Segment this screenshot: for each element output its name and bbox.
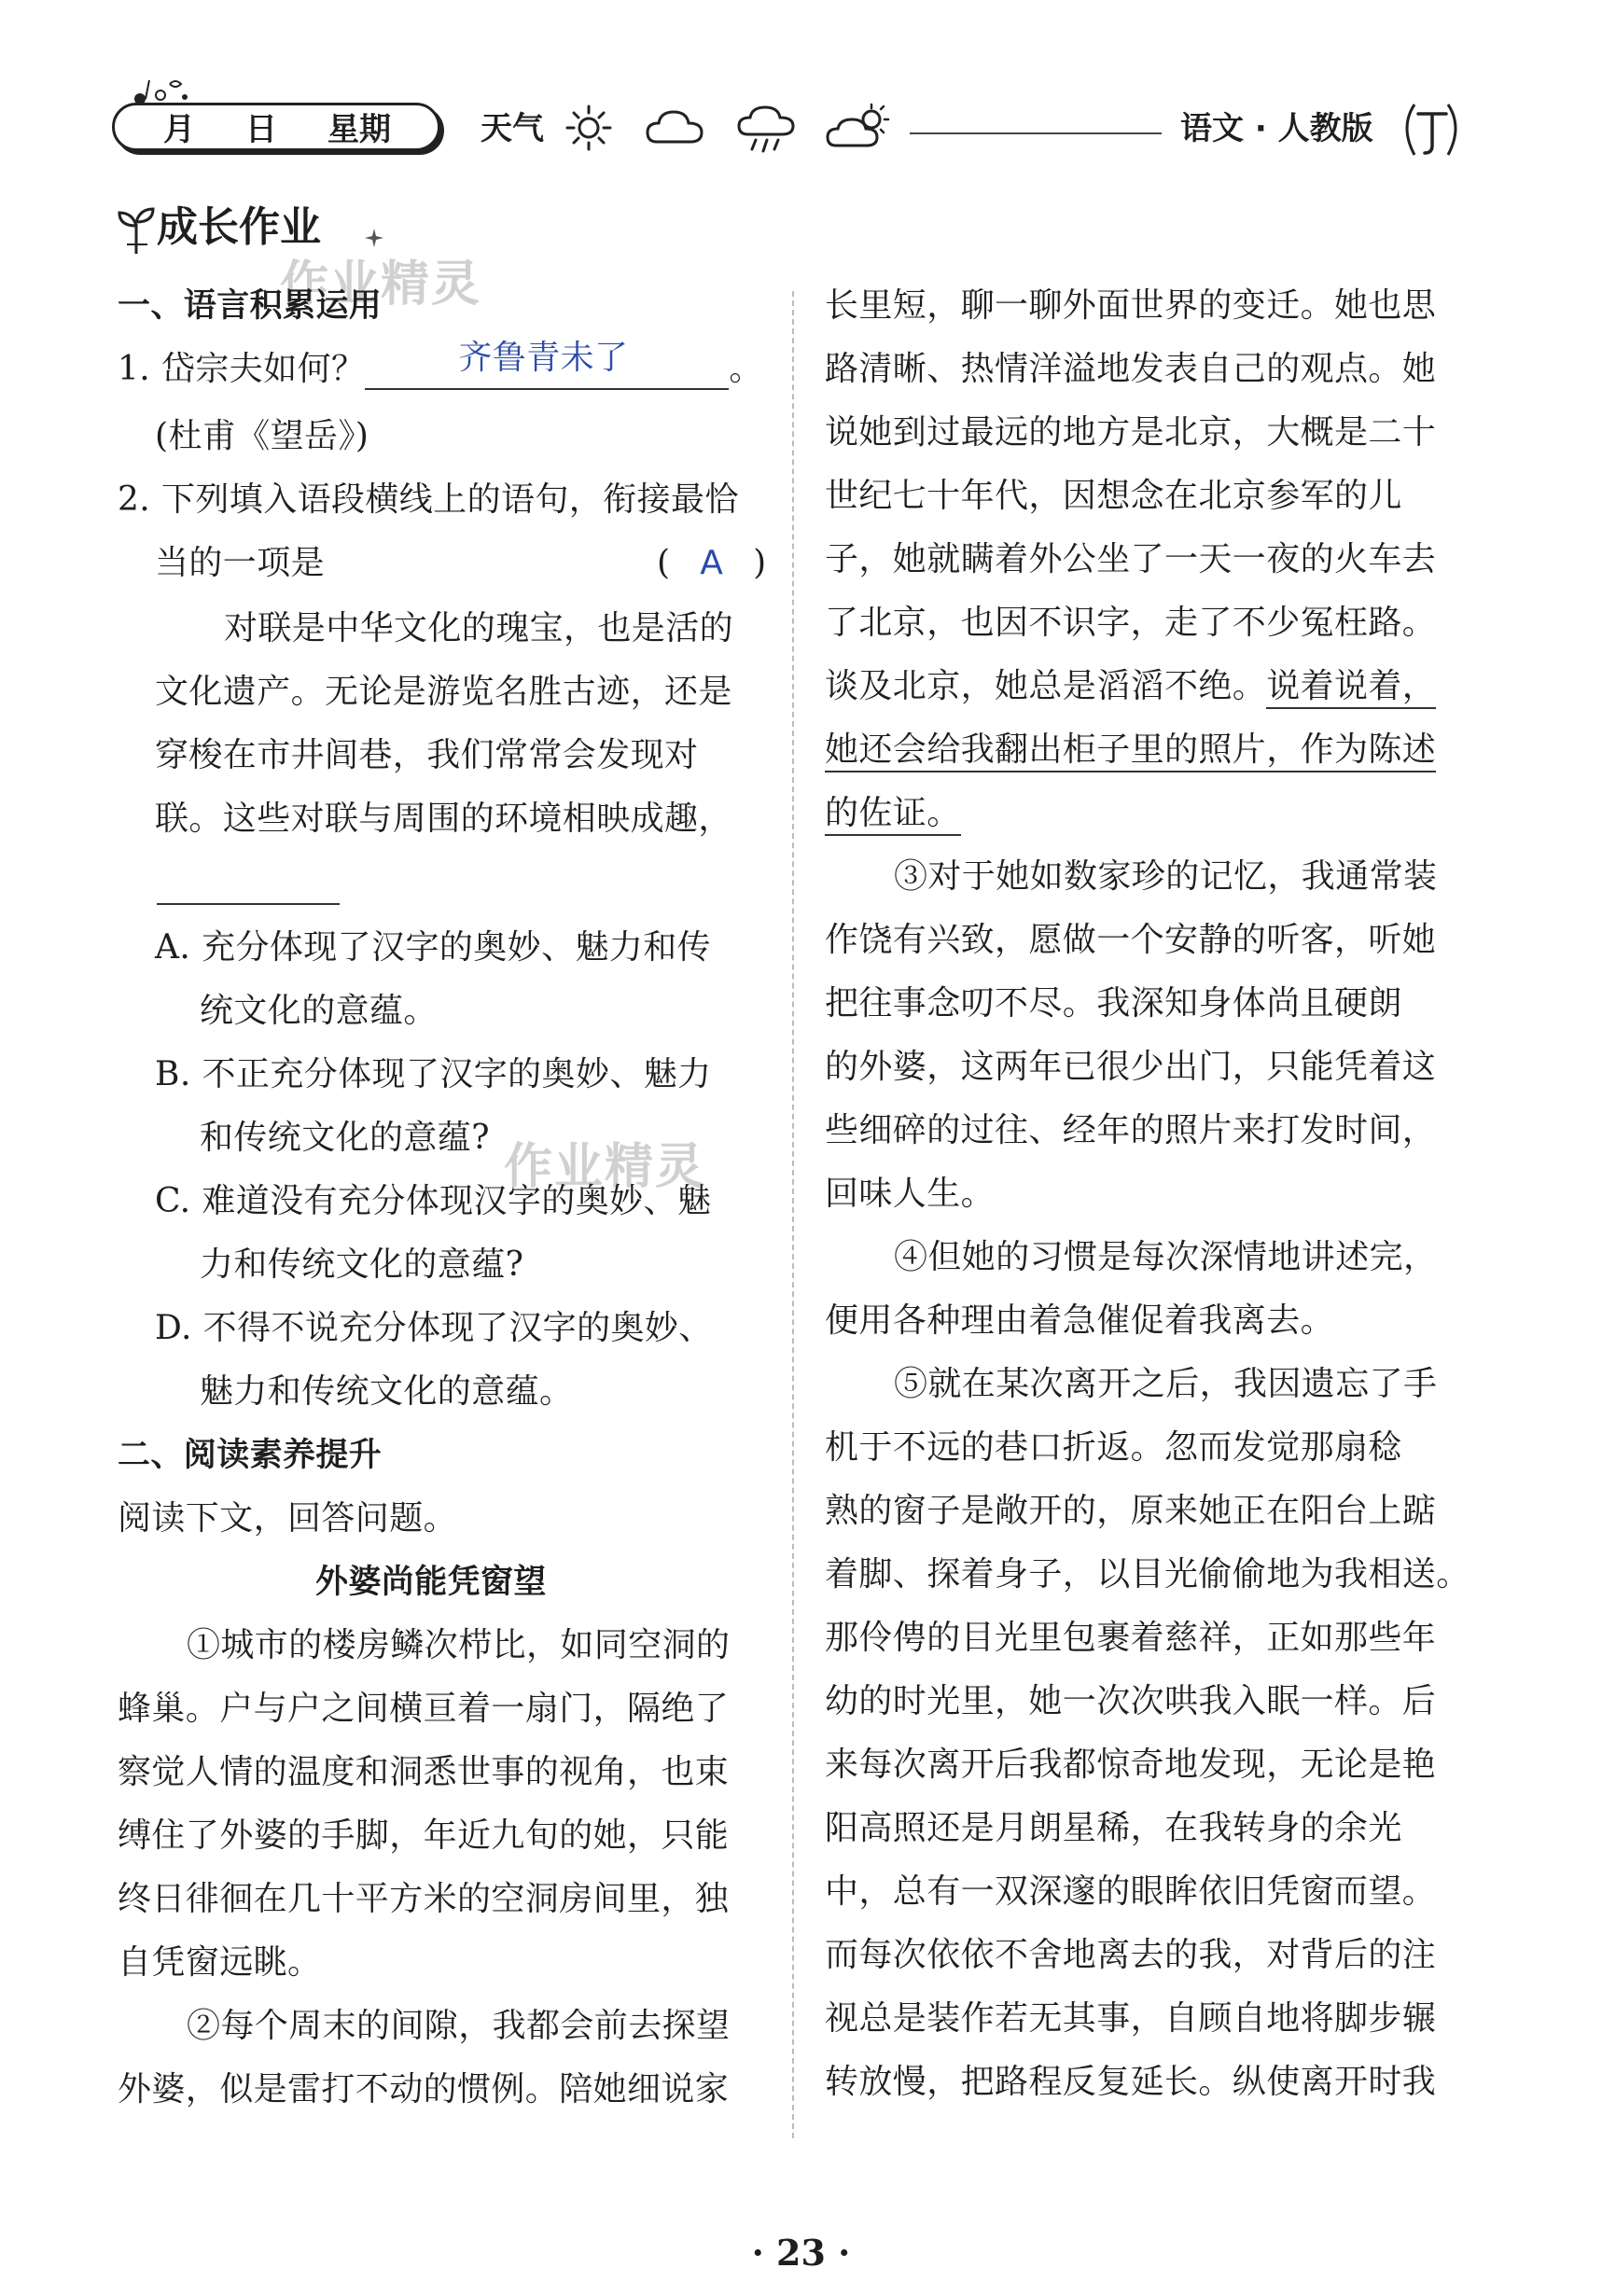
plain-text: 谈及北京，她总是滔滔不绝。 <box>825 667 1267 705</box>
reading-instruction: 阅读下文，回答问题。 <box>118 1499 458 1538</box>
article-line: 的外婆，这两年已很少出门，只能凭着这 <box>825 1048 1437 1086</box>
article-line: 缚住了外婆的手脚，年近九旬的她，只能 <box>118 1816 730 1855</box>
q1-source: (杜甫《望岳》) <box>155 417 369 455</box>
underlined-text: 的佐证。 <box>825 794 961 836</box>
partly-cloudy-icon <box>825 101 896 155</box>
weekday-label: 星期 <box>327 111 391 148</box>
section-title: 成长作业 <box>157 203 321 251</box>
part1-heading: 一、语言积累运用 <box>118 287 383 325</box>
article-line-mixed <box>825 666 1436 707</box>
article-line: 说她到过最远的地方是北京，大概是二十 <box>825 413 1437 452</box>
q1-answer: 齐鲁青未了 <box>458 339 629 377</box>
subject-label: 语文 · 人教版 <box>1180 110 1373 147</box>
article-line: 察觉人情的温度和洞悉世事的视角，也束 <box>118 1753 730 1791</box>
q2-passage-line: 联。这些对联与周围的环境相映成趣， <box>155 800 732 838</box>
header-rule <box>910 132 1162 134</box>
article-line: 些细碎的过往、经年的照片来打发时间， <box>825 1111 1437 1149</box>
article-line: 了北京，也因不识字，走了不少冤枉路。 <box>825 604 1437 642</box>
watermark: 作业精灵 <box>504 1139 706 1195</box>
q2-passage-blank <box>157 903 340 905</box>
q2-option-b: B. 不正充分体现了汉字的奥妙、魅力 <box>155 1055 712 1093</box>
article-line: 中，总有一双深邃的眼眸依旧凭窗而望。 <box>825 1872 1437 1911</box>
q2-answer-bracket[interactable] <box>657 543 767 584</box>
day-label: 日 <box>245 111 277 148</box>
article-line: 终日徘徊在几十平方米的空洞房间里，独 <box>118 1880 730 1918</box>
article-line: ④但她的习惯是每次深情地讲述完， <box>894 1238 1438 1276</box>
q2-option-a-cont: 统文化的意蕴。 <box>200 992 438 1030</box>
article-line: 作饶有兴致，愿做一个安静的听客，听她 <box>825 921 1437 959</box>
q2-stem-line1: 2. 下列填入语段横线上的语句，衔接最恰 <box>118 480 739 519</box>
article-line: 幼的时光里，她一次次哄我入眠一样。后 <box>825 1682 1437 1720</box>
article-line: 把往事念叨不尽。我深知身体尚且硬朗 <box>825 984 1402 1023</box>
article-line: ③对于她如数家珍的记忆，我通常装 <box>894 857 1438 896</box>
part2-heading: 二、阅读素养提升 <box>118 1437 383 1474</box>
q2-stem-line2: 当的一项是 <box>155 544 326 582</box>
q2-passage-line: 文化遗产。无论是游览名胜古迹，还是 <box>155 673 732 711</box>
watermark: 作业精灵 <box>280 257 482 313</box>
q1-prefix: 1. 岱宗夫如何？ <box>118 350 366 388</box>
bracket-open: ( <box>657 544 671 582</box>
article-line: 那伶俜的目光里包裹着慈祥，正如那些年 <box>825 1619 1437 1657</box>
article-line: 而每次依依不舍地离去的我，对背后的注 <box>825 1936 1437 1974</box>
q2-passage-line: 对联是中华文化的瑰宝，也是活的 <box>224 609 734 647</box>
bracket-close: ) <box>753 544 767 582</box>
article-title: 外婆尚能凭窗望 <box>315 1564 547 1601</box>
q2-option-a: A. 充分体现了汉字的奥妙、魅力和传 <box>155 928 712 967</box>
underlined-sentence <box>825 730 1436 771</box>
underlined-sentence <box>825 793 961 834</box>
article-line: 熟的窗子是敞开的，原来她正在阳台上踮 <box>825 1492 1437 1530</box>
article-line: 转放慢，把路程反复延长。纵使离开时我 <box>825 2063 1437 2101</box>
article-line: 长里短，聊一聊外面世界的变迁。她也思 <box>825 286 1437 325</box>
article-line: 来每次离开后我都惊奇地发现，无论是艳 <box>825 1746 1437 1784</box>
weather-label: 天气 <box>481 110 544 147</box>
page-number: · 23 · <box>751 2232 851 2274</box>
article-line: 阳高照还是月朗星稀，在我转身的余光 <box>825 1809 1402 1847</box>
article-line: 便用各种理由着急催促着我离去。 <box>825 1301 1335 1340</box>
article-line: 蜂巢。户与户之间横亘着一扇门，隔绝了 <box>118 1690 730 1728</box>
article-line: ①城市的楼房鳞次栉比，如同空洞的 <box>187 1626 731 1664</box>
article-line: 世纪七十年代，因想念在北京参军的儿 <box>825 477 1402 515</box>
month-label: 月 <box>163 111 195 148</box>
rain-icon <box>735 101 801 155</box>
brand-logo <box>1398 97 1465 162</box>
article-line: 视总是装作若无其事，自顾自地将脚步辗 <box>825 1999 1437 2038</box>
q2-option-d-cont: 魅力和传统文化的意蕴。 <box>200 1372 574 1411</box>
q2-option-b-cont: 和传统文化的意蕴? <box>200 1119 490 1157</box>
underlined-text: 她还会给我翻出柜子里的照片，作为陈述 <box>825 731 1436 772</box>
column-divider <box>792 291 794 2138</box>
q2-option-d: D. 不得不说充分体现了汉字的奥妙、 <box>155 1309 713 1347</box>
q2-option-c: C. 难道没有充分体现汉字的奥妙、魅 <box>155 1182 712 1220</box>
article-line: 外婆，似是雷打不动的惯例。陪她细说家 <box>118 2070 730 2108</box>
article-line: 机于不远的巷口折返。忽而发觉那扇稔 <box>825 1428 1402 1467</box>
q1-suffix: 。 <box>729 350 763 388</box>
article-line: 回味人生。 <box>825 1175 996 1213</box>
cloud-icon <box>644 101 709 155</box>
q2-passage-line: 穿梭在市井闾巷，我们常常会发现对 <box>155 736 699 774</box>
article-line: ②每个周末的间隙，我都会前去探望 <box>187 2007 731 2045</box>
q2-answer: A <box>700 544 724 582</box>
sprout-icon <box>116 203 157 256</box>
question-1 <box>118 339 763 390</box>
sun-icon <box>560 101 618 155</box>
article-line: 自凭窗远眺。 <box>118 1943 322 1982</box>
article-line: 路清晰、热情洋溢地发表自己的观点。她 <box>825 350 1437 388</box>
underlined-sentence: 说着说着， <box>1266 667 1436 709</box>
q2-option-c-cont: 力和传统文化的意蕴? <box>200 1245 524 1284</box>
article-line: 子，她就瞒着外公坐了一天一夜的火车去 <box>825 540 1437 578</box>
date-box <box>112 103 440 151</box>
article-line: 着脚、探着身子，以目光偷偷地为我相送。 <box>825 1555 1470 1593</box>
article-line: ⑤就在某次离开之后，我因遗忘了手 <box>894 1365 1438 1403</box>
q1-answer-blank[interactable] <box>365 339 729 390</box>
